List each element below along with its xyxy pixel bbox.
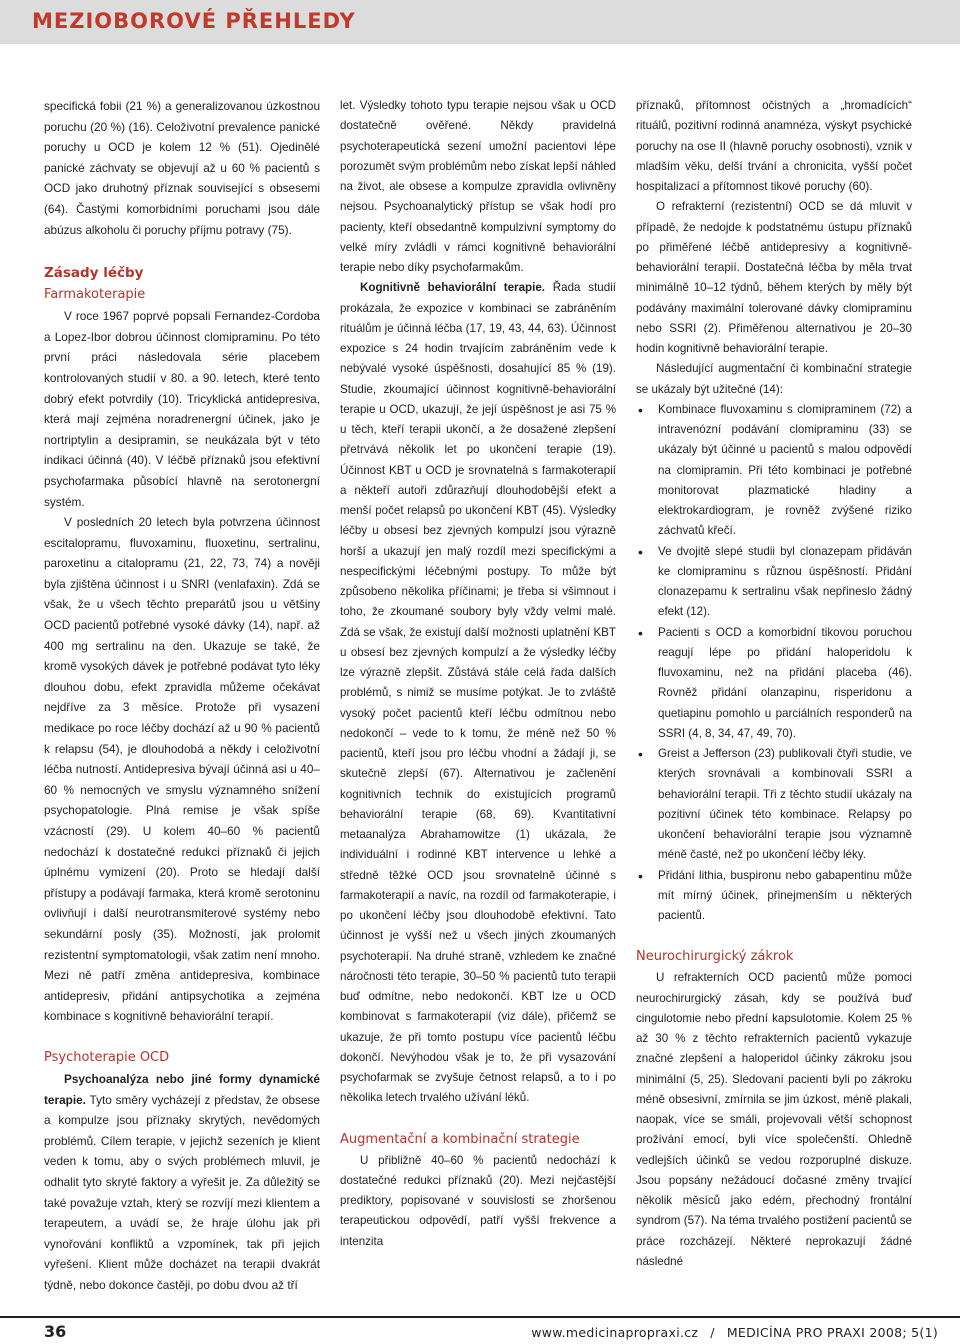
heading-neurochirurgicky: Neurochirurgický zákrok (636, 949, 794, 965)
paragraph: specifická fobii (21 %) a generalizovanou úzkostnou poruchu (20 %) (16). Celoživotní prevalence panické poruchy u OCD je kolem 12 % (51). Ojedinělé panické záchvaty se objevují až u 60 % pacientů s OCD jako druhotný příznak související s obsesemi (64). Častými komorbidními poruchami jsou dále abúzus alkoholu či poruchy příjmu potravy (75). (44, 99, 320, 237)
paragraph: U refrakterních OCD pacientů může pomoci neurochirurgický zásah, kdy se používá buď cingulotomie nebo přední kapsulotomie. Kolem 25 % až 30 % z těchto refrakterních pacientů vykazuje značné zlepšení a haloperidol účinky zákroku jsou minimální (5, 25). Sledovaní pacienti byli po zákroku méně obsesivní, zmírnila se jim úzkost, méně plakali, naopak, více se smáli, projevovali větší schopnost prožívání emocí, byli více společenští. Ohledně vedlejších účinků se vedou rozporuplné diskuze. Jsou popsány nežádoucí dočasné změny trvající několik měsíců jako edém, přechodný frontální syndrom (57). Na téma trvalého postižení pacientů se práce rozcházejí. Některé neprokazují žádné následné (636, 971, 912, 1268)
paragraph: příznaků, přítomnost očistných a „hromadících“ rituálů, pozitivní rodinná anamnéza, výskyt psychické poruchy na ose II (hlavně poruchy osobnosti), vznik v mladším věku, delší trvání a chronicita, vyšší počet hospitalizací a přítomnost tikové poruchy (60). (636, 99, 912, 193)
list-item: • Přidání lithia, buspironu nebo gabapentinu může mít mírný účinek, přinejmenším u některých pacientů. (636, 866, 912, 927)
list-item: • Greist a Jefferson (23) publikovali čtyři studie, ve kterých srovnávali a kombinovali SSRI a behaviorální terapii. Tři z těchto studií ukázaly na pozitivní účinek této kombinace. Relapsy po ukončení behaviorální terapie jsou významně méně časté, než po ukončení léčby léky. (636, 744, 912, 866)
heading-farmakoterapie: Farmakoterapie (44, 287, 146, 303)
paragraph: let. Výsledky tohoto typu terapie nejsou však u OCD dostatečně ověřené. Někdy pravidelná psychoterapeutická sezení umožní pacientovi lépe porozumět svým problémům nebo získat lepší náhled na život, ale obsese a kompulze zpravidla ovlivněny nejsou. Psychoanalytický přístup se však hodí pro pacienty, kteří obsedantně kompulzivní symptomy do velké míry zvládli v rámci kognitivně behaviorální terapie nebo díky psychofarmakům. (340, 99, 616, 274)
paragraph: V roce 1967 poprvé popsali Fernandez-Cordoba a Lopez-Ibor dobrou účinnost clomipraminu. Po této první práci následovala série placebem kontrolovaných studií v 80. a 90. letech, které tento dobrý efekt potvrdily (10). Tricyklická antidepresiva, která mají zejména noradrenergní účinek, jako je nortriptylin a desipramin, se neukázala být v této indikaci účinná (40). V léčbě příznaků jsou efektivní psychofarmaka působící hlavně na serotonergní systém. (44, 309, 320, 509)
heading-psychoterapie: Psychoterapie OCD (44, 1049, 170, 1065)
column-2 (340, 96, 616, 1252)
column-1 (44, 96, 320, 1295)
bullet-list (636, 400, 912, 927)
heading-augmentacni: Augmentační a kombinační strategie (340, 1131, 580, 1147)
section-title: MEZIOBOROVÉ PŘEHLEDY (32, 9, 356, 33)
paragraph (44, 1069, 320, 1296)
website-link[interactable]: www.medicinapropraxi.cz (531, 1325, 699, 1340)
journal-footer (531, 1325, 938, 1340)
paragraph: O refrakterní (rezistentní) OCD se dá mluvit v případě, že nedojde k podstatnému ústupu příznaků po přiměřené léčbě antidepresivy a kognitivně-behaviorální terapií. Dostatečná léčba by měla trvat minimálně 10–12 týdnů, během kterých by měly být podávány maximální tolerované dávky clomipraminu nebo SSRI (2). Přiměřenou alternativou je 20–30 hodin kognitivně behaviorální terapie. (636, 200, 912, 355)
run-in-heading: Psychoanalýza nebo jiné formy dynamické terapie. (44, 1071, 320, 1107)
journal-name: MEDICÍNA PRO PRAXI (726, 1325, 866, 1340)
footer-separator: / (710, 1325, 715, 1340)
run-in-heading: Kognitivně behaviorální terapie. (360, 281, 545, 295)
paragraph: V posledních 20 letech byla potvrzena účinnost escitalopramu, fluvoxaminu, fluoxetinu, sertralinu, paroxetinu a citalopramu (21, 22, 73, 74) a nověji byla zjištěna účinnost i u SNRI (venlafaxin). Zdá se však, že u všech těchto preparátů jsou u většiny OCD pacientů potřebné vysoké dávky (14), např. až 400 mg sertralinu na den. Ukazuje se také, že kromě vysokých dávek je potřebné podávat tyto léky dlouhou dobu, efekt zpravidla můžeme očekávat nejdříve za 3 měsíce. Protože při vysazení medikace po roce léčby dochází až u 90 % pacientů k relapsu (54), je dlouhodobá a někdy i celoživotní léčba nutností. Antidepresiva bývají účinná asi u 40–60 % nemocných ve smyslu významného snížení psychopatologie. Plná remise je však spíše vzácností (29). U kolem 40–60 % pacientů nedochází k dostatečné redukci příznaků či jejich úplnému vymizení (20). Proto se hledají další přístupy a podávají farmaka, která kromě serotoninu ovlivňují i další neurotransmiterové systémy nebo sekundární posly (35). Možností, jak prolomit rezistentní symptomatologii, však zatím není mnoho. Mezi ně patří změna antidepresiva, kombinace antidepresiv, přidání antipsychotika a zejména kombinace s kognitivně behaviorální terapií. (44, 515, 320, 1024)
page-number: 36 (44, 1322, 67, 1341)
footer-divider (0, 1316, 960, 1318)
paragraph-text: Řada studií prokázala, že expozice v kombinaci se zabráněním rituálům je účinná léčba (17, 19, 43, 44, 63). Účinnost expozice s 24 hodin trvajícím zabráněním vede k nebývalé vysoké úspěšnosti, dosahující 85 % (19). Studie, zkoumající účinnost kognitivně-behaviorální terapie u OCD, ukazují, že její úspěšnost je asi 75 % u těch, kteří terapii ukončí, a že dosažené zlepšení přetrvává několik let po ukončení terapie (19). Účinnost KBT u OCD je srovnatelná s farmakoterapií a někteří autoři zdůrazňují dlouhodobější efekt a menší počet relapsů po ukončení KBT (45). Výsledky léčby u obsesí bez zjevných kompulzí jsou výrazně horší a ukazují jen malý rozdíl mezi specifickými a nespecifickými léčebnými postupy. To může být způsobeno několika příčinami; je třeba si všimnout i toho, že zkoumané soubory byly vždy velmi malé. Zdá se však, že existují další možnosti uplatnění KBT u obsesí bez zjevných kompulzí a že výsledky léčby lze výrazně zlepšit. Zůstává stále celá řada dalších problémů, s nimiž se musíme potýkat. Je to zvláště vysoký počet pacientů kteří léčbu odmítnou nebo nedokončí – vede to k tomu, že méně než 50 % pacientů, kteří jsou pro léčbu vhodní a žádají ji, se skutečně zlepší (67). Alternativou je začlenění kognitivních technik do existujících programů behaviorální terapie (68, 69). Kvantitativní metaanalýza Abrahamowitze (1) ukázala, že individuální i rodinné KBT intervence u lehké a středně těžké OCD jsou srovnatelně účinné s farmakoterapií a navíc, na rozdíl od farmakoterapie, i po ukončení léčby jsou dlouhodobě efektivní. Tato účinnost je vyšší než u všech jiných zkoumaných psychoterapií. Na druhé straně, vzhledem ke značné náročnosti této terapie, 30–50 % pacientů tuto terapii buď odmítne, nebo nedokončí. KBT lze u OCD kombinovat s farmakoterapií (viz dále), přičemž se ukazuje, že při tomto postupu více pacientů léčbu dokončí. Nevýhodou však je to, že při vysazování psychofarmak se zvyšuje četnost relapsů, a to i po několika letech trvalého užívání léků. (340, 281, 616, 1105)
header-bar (0, 0, 960, 44)
paragraph-text: Tyto směry vycházejí z představ, že obsese a kompulze jsou příznaky skrytých, nevědomých problémů. Cílem terapie, v jejichž sezeních je klient veden k tomu, aby o svých problémech mluvil, je odhalit tyto skryté faktory a vyřešit je. Za důležitý se také považuje vztah, který se rozvíjí mezi klientem a terapeutem, a uvádí se, že hraje úlohu jak při vynořování konfliktů a vzpomínek, tak při jejich vyřešení. Klient může docházet na terapii dvakrát týdně, nebo dokonce častěji, po dobu dvou až tří (44, 1092, 320, 1292)
column-3 (636, 96, 912, 1272)
list-item: • Ve dvojitě slepé studii byl clonazepam přidáván ke clomipraminu s různou úspěšností. Přidání clonazepamu k sertralinu však nepřineslo žádný efekt (12). (636, 542, 912, 623)
journal-issue: 2008; 5(1) (869, 1325, 938, 1340)
list-item: • Pacienti s OCD a komorbidní tikovou poruchou reagují lépe po přidání haloperidolu k fluvoxaminu, než na přidání placeba (46). Rovněž přidání olanzapinu, risperidonu a quetiapinu pomohlo u parciálních responderů na SSRI (4, 8, 34, 47, 49, 70). (636, 623, 912, 745)
paragraph: U přibližně 40–60 % pacientů nedochází k dostatečné redukci příznaků (20). Mezi nejčastější prediktory, popisované v souvislosti se zhoršenou terapeutickou odpovědí, patří vyšší frekvence a intenzita (340, 1153, 616, 1248)
list-item: • Kombinace fluvoxaminu s clomipraminem (72) a intravenózní podávání clomipraminu (33) se ukázaly být účinné u pacientů s malou odpovědí na clomipramin. Při této kombinaci je potřebné monitorovat plazmatické hladiny a elektrokardiogram, je rovněž zvýšené riziko záchvatů křečí. (636, 400, 912, 542)
paragraph (340, 278, 616, 1108)
paragraph: Následující augmentační či kombinační strategie se ukázaly být užitečné (14): (636, 362, 912, 396)
heading-zasady-lecby: Zásady léčby (44, 265, 144, 282)
